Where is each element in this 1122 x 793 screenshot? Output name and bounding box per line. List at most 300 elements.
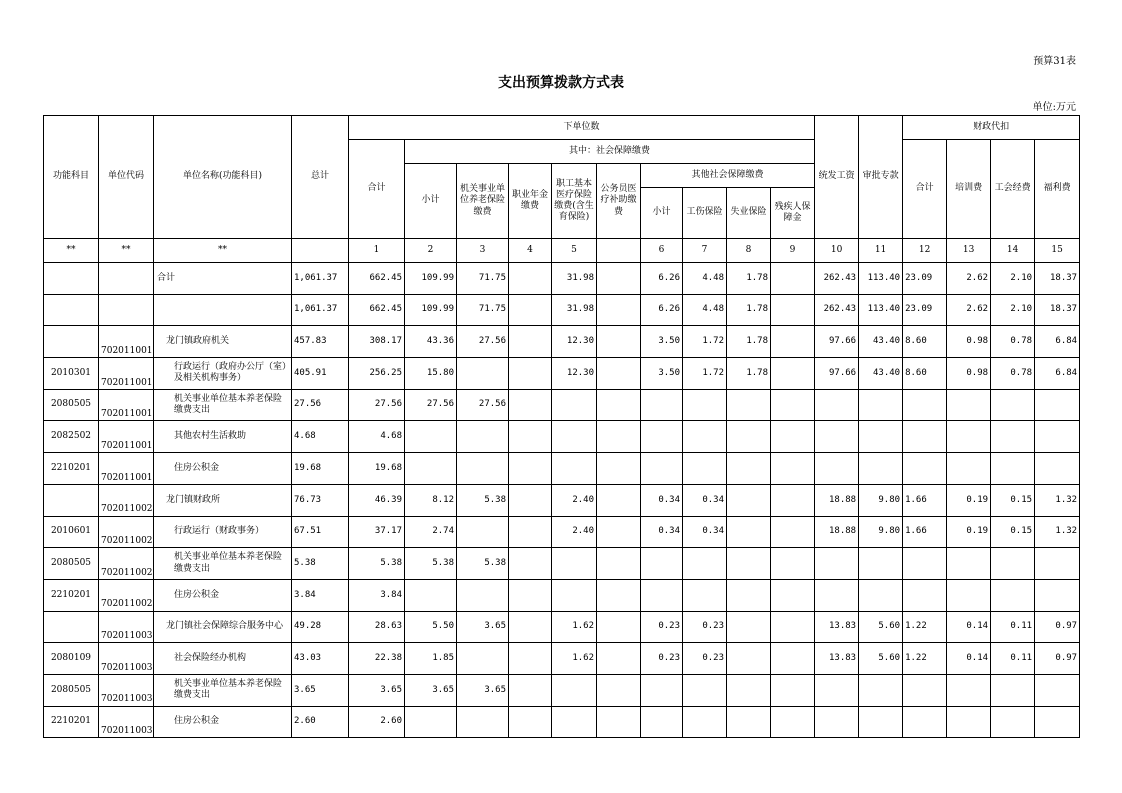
header-pxf: 培训费 <box>947 140 991 239</box>
value-cell <box>859 421 903 453</box>
value-cell <box>1035 674 1080 706</box>
value-cell: 2.62 <box>947 263 991 295</box>
value-cell: 0.97 <box>1035 611 1080 643</box>
index-cell: 5 <box>552 239 597 263</box>
table-row <box>44 294 1080 326</box>
value-cell: 23.09 <box>903 263 947 295</box>
unit-name-cell: 机关事业单位基本养老保险缴费支出 <box>154 548 292 580</box>
value-cell <box>597 484 641 516</box>
value-cell: 46.39 <box>349 484 405 516</box>
value-cell: 405.91 <box>292 358 349 390</box>
value-cell <box>683 706 727 738</box>
value-cell <box>815 674 859 706</box>
unit-name-cell: 住房公积金 <box>154 579 292 611</box>
value-cell <box>552 389 597 421</box>
value-cell: 0.14 <box>947 611 991 643</box>
unit-code-cell <box>99 294 154 326</box>
value-cell <box>641 706 683 738</box>
value-cell: 28.63 <box>349 611 405 643</box>
value-cell <box>457 453 509 485</box>
value-cell <box>771 611 815 643</box>
value-cell: 2.10 <box>991 263 1035 295</box>
value-cell: 0.97 <box>1035 643 1080 675</box>
unit-code-cell: 702011002 <box>99 548 154 580</box>
value-cell <box>727 674 771 706</box>
value-cell: 19.68 <box>292 453 349 485</box>
value-cell: 4.68 <box>349 421 405 453</box>
value-cell <box>727 421 771 453</box>
func-code-cell: 2080505 <box>44 389 99 421</box>
value-cell <box>947 389 991 421</box>
unit-code-cell: 702011002 <box>99 516 154 548</box>
header-ffgz: 统发工资 <box>815 116 859 239</box>
value-cell <box>597 294 641 326</box>
value-cell <box>947 453 991 485</box>
value-cell: 97.66 <box>815 358 859 390</box>
value-cell: 12.30 <box>552 326 597 358</box>
form-code: 预算31表 <box>1033 56 1076 67</box>
value-cell: 4.48 <box>683 294 727 326</box>
unit-code-cell: 702011001 <box>99 421 154 453</box>
value-cell: 97.66 <box>815 326 859 358</box>
value-cell: 23.09 <box>903 294 947 326</box>
value-cell <box>815 579 859 611</box>
value-cell: 6.26 <box>641 294 683 326</box>
value-cell <box>509 453 552 485</box>
value-cell <box>597 643 641 675</box>
value-cell <box>991 706 1035 738</box>
value-cell <box>859 453 903 485</box>
value-cell: 5.38 <box>349 548 405 580</box>
unit-name-cell: 龙门镇社会保障综合服务中心 <box>154 611 292 643</box>
value-cell: 3.65 <box>349 674 405 706</box>
value-cell <box>903 453 947 485</box>
value-cell: 1.85 <box>405 643 457 675</box>
value-cell: 5.38 <box>457 548 509 580</box>
value-cell <box>903 706 947 738</box>
header-lower: 下单位数 <box>349 116 815 140</box>
value-cell: 15.80 <box>405 358 457 390</box>
value-cell: 2.10 <box>991 294 1035 326</box>
value-cell <box>552 706 597 738</box>
value-cell <box>405 453 457 485</box>
value-cell: 71.75 <box>457 263 509 295</box>
value-cell: 27.56 <box>405 389 457 421</box>
value-cell: 0.98 <box>947 358 991 390</box>
value-cell: 1.62 <box>552 643 597 675</box>
unit-name-cell: 龙门镇财政所 <box>154 484 292 516</box>
value-cell: 3.84 <box>349 579 405 611</box>
value-cell: 457.83 <box>292 326 349 358</box>
value-cell <box>771 294 815 326</box>
header-spzk: 审批专款 <box>859 116 903 239</box>
value-cell: 18.88 <box>815 516 859 548</box>
value-cell <box>405 421 457 453</box>
value-cell: 0.11 <box>991 643 1035 675</box>
table-row <box>44 548 1080 580</box>
value-cell: 4.48 <box>683 263 727 295</box>
value-cell <box>991 548 1035 580</box>
value-cell <box>597 516 641 548</box>
value-cell <box>771 674 815 706</box>
value-cell <box>509 643 552 675</box>
value-cell: 0.78 <box>991 358 1035 390</box>
value-cell <box>1035 548 1080 580</box>
value-cell <box>457 421 509 453</box>
func-code-cell: 2010601 <box>44 516 99 548</box>
value-cell <box>771 263 815 295</box>
value-cell: 662.45 <box>349 263 405 295</box>
value-cell <box>509 484 552 516</box>
header-total: 总计 <box>292 116 349 239</box>
value-cell <box>405 579 457 611</box>
header-gs: 工伤保险 <box>683 188 727 239</box>
value-cell <box>903 389 947 421</box>
value-cell <box>859 579 903 611</box>
table-row <box>44 611 1080 643</box>
value-cell <box>771 579 815 611</box>
value-cell <box>859 548 903 580</box>
value-cell: 2.40 <box>552 516 597 548</box>
value-cell <box>1035 453 1080 485</box>
index-cell: ** <box>99 239 154 263</box>
value-cell: 9.80 <box>859 516 903 548</box>
value-cell: 1.72 <box>683 326 727 358</box>
unit-name-cell: 机关事业单位基本养老保险缴费支出 <box>154 389 292 421</box>
unit-code-cell: 702011001 <box>99 358 154 390</box>
header-xiaoji: 小计 <box>405 164 457 239</box>
value-cell: 109.99 <box>405 294 457 326</box>
value-cell: 1.66 <box>903 484 947 516</box>
unit-code-cell: 702011003 <box>99 611 154 643</box>
table-row <box>44 579 1080 611</box>
value-cell: 1.22 <box>903 643 947 675</box>
value-cell <box>509 326 552 358</box>
value-cell <box>815 706 859 738</box>
header-code: 单位代码 <box>99 116 154 239</box>
value-cell <box>683 421 727 453</box>
table-row <box>44 484 1080 516</box>
value-cell: 113.40 <box>859 263 903 295</box>
value-cell <box>597 326 641 358</box>
value-cell: 0.23 <box>641 611 683 643</box>
value-cell <box>457 579 509 611</box>
value-cell <box>859 706 903 738</box>
header-f-total: 合计 <box>903 140 947 239</box>
unit-name-cell: 其他农村生活救助 <box>154 421 292 453</box>
value-cell <box>903 548 947 580</box>
value-cell <box>509 579 552 611</box>
header-other: 其他社会保障缴费 <box>641 164 815 188</box>
value-cell: 43.36 <box>405 326 457 358</box>
unit-name-cell: 住房公积金 <box>154 706 292 738</box>
index-cell: 1 <box>349 239 405 263</box>
header-social: 其中：社会保障缴费 <box>405 140 815 164</box>
value-cell: 4.68 <box>292 421 349 453</box>
value-cell <box>815 421 859 453</box>
value-cell: 1,061.37 <box>292 263 349 295</box>
value-cell: 0.19 <box>947 516 991 548</box>
value-cell <box>683 389 727 421</box>
index-cell <box>292 239 349 263</box>
value-cell <box>683 579 727 611</box>
func-code-cell <box>44 263 99 295</box>
index-cell: 4 <box>509 239 552 263</box>
value-cell <box>597 548 641 580</box>
value-cell: 18.37 <box>1035 294 1080 326</box>
value-cell <box>597 579 641 611</box>
value-cell: 0.11 <box>991 611 1035 643</box>
header-zgjb: 职工基本医疗保险缴费(含生育保险) <box>552 164 597 239</box>
func-code-cell <box>44 326 99 358</box>
unit-name-cell: 机关事业单位基本养老保险缴费支出 <box>154 674 292 706</box>
index-cell: 7 <box>683 239 727 263</box>
value-cell: 308.17 <box>349 326 405 358</box>
value-cell: 0.15 <box>991 484 1035 516</box>
budget-table <box>43 115 1080 738</box>
table-row <box>44 358 1080 390</box>
value-cell <box>641 674 683 706</box>
unit-code-cell: 702011002 <box>99 579 154 611</box>
value-cell: 5.60 <box>859 611 903 643</box>
value-cell: 1.22 <box>903 611 947 643</box>
table-row <box>44 389 1080 421</box>
value-cell: 19.68 <box>349 453 405 485</box>
header-flf: 福利费 <box>1035 140 1080 239</box>
index-cell: 8 <box>727 239 771 263</box>
value-cell: 2.40 <box>552 484 597 516</box>
value-cell: 8.12 <box>405 484 457 516</box>
value-cell: 1.32 <box>1035 484 1080 516</box>
value-cell: 2.60 <box>349 706 405 738</box>
header-zynj: 职业年金缴费 <box>509 164 552 239</box>
value-cell <box>683 548 727 580</box>
value-cell: 0.19 <box>947 484 991 516</box>
value-cell: 27.56 <box>349 389 405 421</box>
table-row <box>44 453 1080 485</box>
index-cell: 14 <box>991 239 1035 263</box>
header-sy: 失业保险 <box>727 188 771 239</box>
value-cell <box>771 358 815 390</box>
table-row <box>44 263 1080 295</box>
value-cell <box>552 453 597 485</box>
value-cell: 1.72 <box>683 358 727 390</box>
header-name: 单位名称(功能科目) <box>154 116 292 239</box>
value-cell <box>771 326 815 358</box>
value-cell <box>1035 421 1080 453</box>
value-cell <box>727 611 771 643</box>
value-cell: 37.17 <box>349 516 405 548</box>
value-cell <box>597 263 641 295</box>
unit-name-cell: 龙门镇政府机关 <box>154 326 292 358</box>
header-jgsy: 机关事业单位养老保险缴费 <box>457 164 509 239</box>
value-cell <box>552 674 597 706</box>
value-cell <box>771 706 815 738</box>
value-cell: 1.78 <box>727 358 771 390</box>
value-cell: 1.78 <box>727 294 771 326</box>
unit-code-cell: 702011003 <box>99 674 154 706</box>
unit-code-cell: 702011003 <box>99 643 154 675</box>
unit-name-cell: 社会保险经办机构 <box>154 643 292 675</box>
value-cell: 1.32 <box>1035 516 1080 548</box>
value-cell: 12.30 <box>552 358 597 390</box>
index-cell: 15 <box>1035 239 1080 263</box>
value-cell <box>903 674 947 706</box>
func-code-cell: 2080109 <box>44 643 99 675</box>
value-cell: 0.15 <box>991 516 1035 548</box>
value-cell <box>815 389 859 421</box>
value-cell: 0.34 <box>683 516 727 548</box>
value-cell <box>859 389 903 421</box>
value-cell: 8.60 <box>903 358 947 390</box>
value-cell: 262.43 <box>815 294 859 326</box>
value-cell: 1.62 <box>552 611 597 643</box>
table-body <box>44 116 1080 738</box>
value-cell: 67.51 <box>292 516 349 548</box>
value-cell <box>727 579 771 611</box>
value-cell: 13.83 <box>815 643 859 675</box>
value-cell: 31.98 <box>552 263 597 295</box>
header-ghjf: 工会经费 <box>991 140 1035 239</box>
value-cell <box>641 421 683 453</box>
index-cell: ** <box>44 239 99 263</box>
index-cell: 13 <box>947 239 991 263</box>
value-cell <box>509 294 552 326</box>
value-cell: 3.50 <box>641 326 683 358</box>
value-cell <box>771 484 815 516</box>
value-cell <box>859 674 903 706</box>
value-cell <box>457 516 509 548</box>
value-cell <box>683 674 727 706</box>
func-code-cell: 2210201 <box>44 579 99 611</box>
value-cell <box>903 421 947 453</box>
value-cell: 43.03 <box>292 643 349 675</box>
value-cell <box>552 421 597 453</box>
value-cell <box>947 706 991 738</box>
value-cell <box>457 358 509 390</box>
value-cell: 3.65 <box>292 674 349 706</box>
index-cell: ** <box>154 239 292 263</box>
value-cell <box>457 706 509 738</box>
value-cell: 0.34 <box>641 516 683 548</box>
value-cell <box>991 579 1035 611</box>
value-cell: 6.84 <box>1035 358 1080 390</box>
table-row <box>44 421 1080 453</box>
header-fin: 财政代扣 <box>903 116 1080 140</box>
value-cell: 0.34 <box>641 484 683 516</box>
value-cell: 5.38 <box>292 548 349 580</box>
table-row <box>44 643 1080 675</box>
value-cell <box>509 706 552 738</box>
value-cell: 27.56 <box>457 326 509 358</box>
value-cell <box>991 421 1035 453</box>
value-cell: 5.38 <box>457 484 509 516</box>
value-cell <box>552 579 597 611</box>
value-cell: 662.45 <box>349 294 405 326</box>
value-cell <box>727 706 771 738</box>
table-row <box>44 326 1080 358</box>
value-cell <box>683 453 727 485</box>
value-cell: 1.78 <box>727 263 771 295</box>
page-title: 支出预算拨款方式表 <box>498 75 624 91</box>
func-code-cell: 2210201 <box>44 706 99 738</box>
value-cell: 71.75 <box>457 294 509 326</box>
func-code-cell: 2010301 <box>44 358 99 390</box>
func-code-cell <box>44 611 99 643</box>
value-cell <box>509 611 552 643</box>
value-cell <box>597 358 641 390</box>
func-code-cell: 2080505 <box>44 674 99 706</box>
value-cell: 3.84 <box>292 579 349 611</box>
value-cell <box>771 453 815 485</box>
value-cell <box>947 421 991 453</box>
value-cell <box>947 674 991 706</box>
value-cell: 1,061.37 <box>292 294 349 326</box>
unit-name-cell: 住房公积金 <box>154 453 292 485</box>
value-cell: 9.80 <box>859 484 903 516</box>
value-cell <box>509 548 552 580</box>
unit-name-cell <box>154 294 292 326</box>
index-cell <box>597 239 641 263</box>
value-cell <box>641 389 683 421</box>
value-cell: 22.38 <box>349 643 405 675</box>
value-cell <box>509 516 552 548</box>
index-cell: 12 <box>903 239 947 263</box>
value-cell <box>509 358 552 390</box>
value-cell <box>509 674 552 706</box>
unit-code-cell <box>99 263 154 295</box>
value-cell: 0.23 <box>641 643 683 675</box>
func-code-cell: 2210201 <box>44 453 99 485</box>
value-cell <box>815 453 859 485</box>
value-cell: 0.23 <box>683 643 727 675</box>
value-cell <box>771 421 815 453</box>
header-func: 功能科目 <box>44 116 99 239</box>
value-cell: 8.60 <box>903 326 947 358</box>
value-cell <box>509 389 552 421</box>
value-cell <box>641 453 683 485</box>
value-cell <box>405 706 457 738</box>
value-cell <box>1035 389 1080 421</box>
header-o-xiaoji: 小计 <box>641 188 683 239</box>
unit-code-cell: 702011003 <box>99 706 154 738</box>
unit-name-cell: 行政运行（财政事务） <box>154 516 292 548</box>
value-cell: 109.99 <box>405 263 457 295</box>
value-cell <box>771 516 815 548</box>
value-cell <box>641 579 683 611</box>
value-cell <box>597 611 641 643</box>
value-cell <box>597 674 641 706</box>
value-cell: 3.50 <box>641 358 683 390</box>
table-row <box>44 674 1080 706</box>
func-code-cell <box>44 294 99 326</box>
value-cell: 5.38 <box>405 548 457 580</box>
value-cell: 262.43 <box>815 263 859 295</box>
value-cell: 13.83 <box>815 611 859 643</box>
unit-label: 单位:万元 <box>1032 102 1076 113</box>
header-gwy: 公务员医疗补助缴费 <box>597 164 641 239</box>
unit-name-cell: 合计 <box>154 263 292 295</box>
value-cell <box>1035 579 1080 611</box>
value-cell: 27.56 <box>457 389 509 421</box>
value-cell <box>597 389 641 421</box>
unit-code-cell: 702011001 <box>99 389 154 421</box>
unit-code-cell: 702011001 <box>99 453 154 485</box>
value-cell <box>641 548 683 580</box>
index-cell: 3 <box>457 239 509 263</box>
table-row <box>44 706 1080 738</box>
value-cell <box>991 453 1035 485</box>
